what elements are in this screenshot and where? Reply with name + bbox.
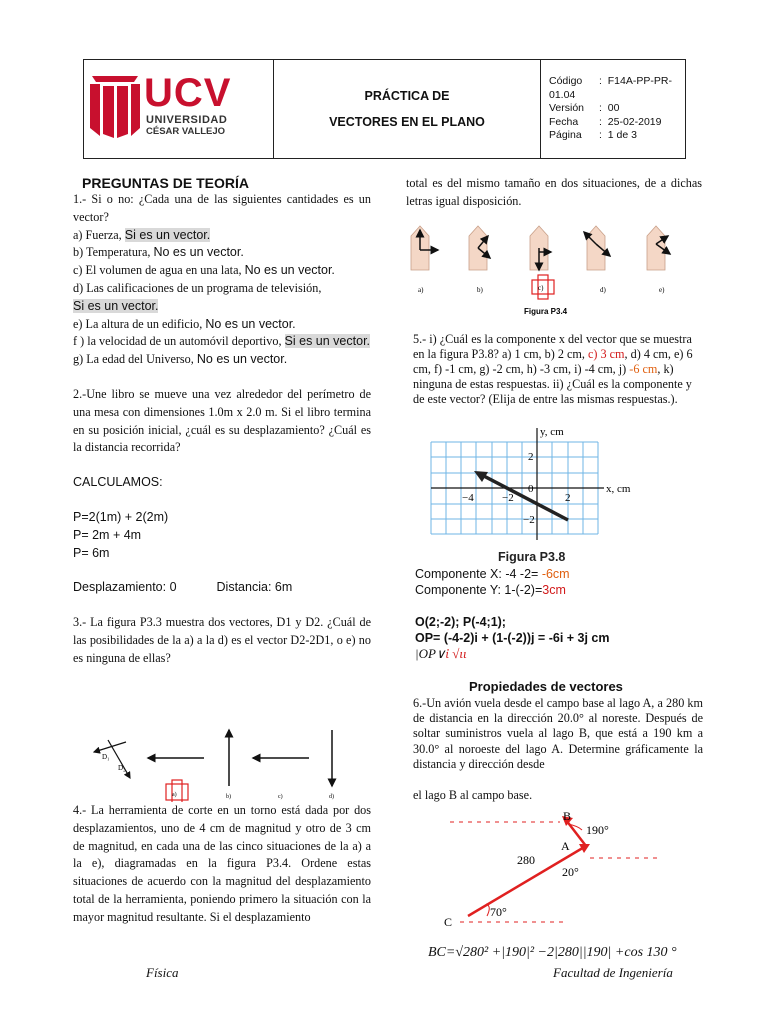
question-4: 4.- La herramienta de corte en un torno está dada por dos desplazamientos, uno de 4 cm de magnitud y otro de 3 cm de magnitud, en cada una de las cinco situaciones de la a) a la e), diagramadas en la figura P3.4. Ordene estas situaciones de acuerdo con la magnitud del desplazamiento total de la herramienta, poniendo primero la situación con la mayor magnitud resultante. Si el desplazamiento [73,803,371,924]
properties-title: Propiedades de vectores [469,679,623,694]
q1-answer-b: No es un vector. [153,245,244,260]
meta-cell [541,60,686,159]
q1-answer-g: No es un vector. [196,352,288,367]
calc-line: P= 6m [73,545,110,560]
option-label-c: c) [278,794,283,800]
ucv-logo-icon [90,76,142,140]
q5-answer-j: -6 cm [629,362,658,376]
q1-item-c: c) El volumen de agua en una lata, No es un vector. [73,263,335,278]
logo-text: UCV [144,71,232,115]
calc-block [73,474,371,597]
label-d1: D₁ [102,753,110,761]
figure-p34 [406,222,696,318]
option-label-d: d) [329,794,334,800]
x-tick-neg2: −2 [502,492,514,504]
meta-row: Código : F14A-PP-PR-01.04 [549,75,672,101]
doc-title-line1: PRÁCTICA DE [364,89,450,103]
question-1: 1.- Si o no: ¿Cada una de las siguientes cantidades es un vector? [73,192,371,224]
logo-cell [84,60,274,159]
q1-item-f: f ) la velocidad de un automóvil deportivo, Si es un vector. [73,334,371,349]
vector-d2 [108,740,130,778]
question-6-tail: el lago B al campo base. [413,788,533,802]
option-label-a: a) [172,792,177,798]
option-label-e: e) [659,286,665,294]
calc-line: P= 2m + 4m [73,527,142,542]
x-tick-neg4: −4 [462,492,474,504]
point-c: C [444,915,453,929]
length-280: 280 [517,853,535,867]
figure-vectors-lakes [440,806,680,940]
label-d2: D₂ [118,764,126,772]
figure-p38-caption: Figura P3.8 [498,550,566,564]
question-4-continued: total es del mismo tamaño en dos situaciones, de a dichas letras igual disposición. [406,176,702,208]
law-of-cosines-formula: BC=√280² +|190|² −2|280||190| +cos 130 ° [428,945,677,960]
displacement-result: Desplazamiento: 0 [73,580,177,595]
option-label-d: d) [600,286,606,294]
figure-p33 [86,726,356,802]
angle-70: 70° [490,905,507,919]
calc-line: P=2(1m) + 2(2m) [73,509,169,524]
footer-right: Facultad de Ingeniería [553,965,673,980]
x-axis-label: x, cm [606,483,631,495]
q1-answer-d: Si es un vector. [73,298,159,313]
components-block [415,566,570,598]
q1-answer-a: Si es un vector. [124,227,211,242]
tool-d [587,226,605,270]
q1-item-a: a) Fuerza, Si es un vector. [73,227,211,242]
option-label-c: c) [538,284,544,292]
logo-sub1: UNIVERSIDAD [146,114,228,126]
result-line [73,579,371,597]
angle-190: 190° [586,823,609,837]
figure-p34-caption: Figura P3.4 [524,307,568,316]
q1-item-g: g) La edad del Universo, No es un vector. [73,352,288,367]
meta-row: Página : 1 de 3 [549,129,637,142]
component-y: Componente Y: 1-(-2)=3cm [415,583,566,597]
theory-heading: PREGUNTAS DE TEORÍA [82,175,249,191]
x-tick-2: 2 [565,492,571,504]
meta-row: Versión : 00 [549,102,620,115]
question-2: 2.-Une libro se mueve una vez alrededor del perímetro de una mesa con dimensiones 1.0m x 2.0 m. Si el libro termina en su posición inicial, ¿cuál es su desplazamiento? ¿Cuál es la distancia recorrida? [73,386,371,455]
option-label-a: a) [418,286,424,294]
option-label-b: b) [226,794,231,800]
q1-answer-c: No es un vector. [244,263,335,278]
distance-result: Distancia: 6m [216,580,293,595]
question-6: 6.-Un avión vuela desde el campo base al lago A, a 280 km de distancia en la dirección 20.0° al noreste. Después de soltar suministros vuela al lago B, que está a 190 km a 30.0° al noroeste del lago A. Determine gráficamente la distancia y dirección desde [413,696,703,771]
meta-block [549,75,684,143]
point-a: A [561,839,570,853]
q1-item-b: b) Temperatura, No es un vector. [73,245,244,260]
doc-title-line2: VECTORES EN EL PLANO [329,115,485,129]
left-column [73,191,371,668]
y-axis-label: y, cm [540,426,564,438]
question-3: 3.- La figura P3.3 muestra dos vectores, D1 y D2. ¿Cuál de las posibilidades de la a) a la d) es el vector D2-2D1, o e) no es ninguna de ellas? [73,615,371,665]
meta-row: Fecha : 25-02-2019 [549,115,662,128]
x-tick-0: 0 [528,483,534,495]
y-tick-2: 2 [528,451,534,463]
y-tick-neg2: −2 [523,514,535,526]
title-cell [274,60,541,159]
q5-answer-c: c) 3 cm [587,347,625,361]
angle-20: 20° [562,865,579,879]
question-5: 5.- i) ¿Cuál es la componente x del vector que se muestra en la figura P3.8? a) 1 cm, b) 2 cm, c) 3 cm, d) 4 cm, e) 6 cm, f) -1 cm, g) -2 cm, h) -3 cm, i) -4 cm, j) -6 cm, k) ninguna de estas respuestas. ii) ¿Cuál es la componente y de este vector? (Elija de entre las mismas respuestas.). [413,332,693,406]
q1-item-e: e) La altura de un edificio, No es un vector. [73,316,296,331]
logo-sub2: CÉSAR VALLEJO [146,126,226,137]
component-x: Componente X: -4 -2= -6cm [415,567,570,581]
figure-p38 [428,422,648,548]
footer-left: Física [146,965,179,980]
q1-answer-e: No es un vector. [205,316,296,331]
option-a-selected-icon [166,780,188,802]
vector-block [415,614,610,646]
option-label-b: b) [477,286,483,294]
op-line: OP= (-4-2)i + (1-(-2))j = -6i + 3j cm [415,631,610,645]
point-b: B [563,809,572,823]
q1-item-d: d) Las calificaciones de un programa de televisión, Si es un vector. [73,280,322,313]
points-line: O(2;-2); P(-4;1); [415,615,506,629]
calc-title: CALCULAMOS: [73,475,163,490]
header-table [83,59,686,159]
op-magnitude: |OP∨ἰ √ιι [415,646,467,661]
q1-answer-f: Si es un vector. [284,334,371,349]
